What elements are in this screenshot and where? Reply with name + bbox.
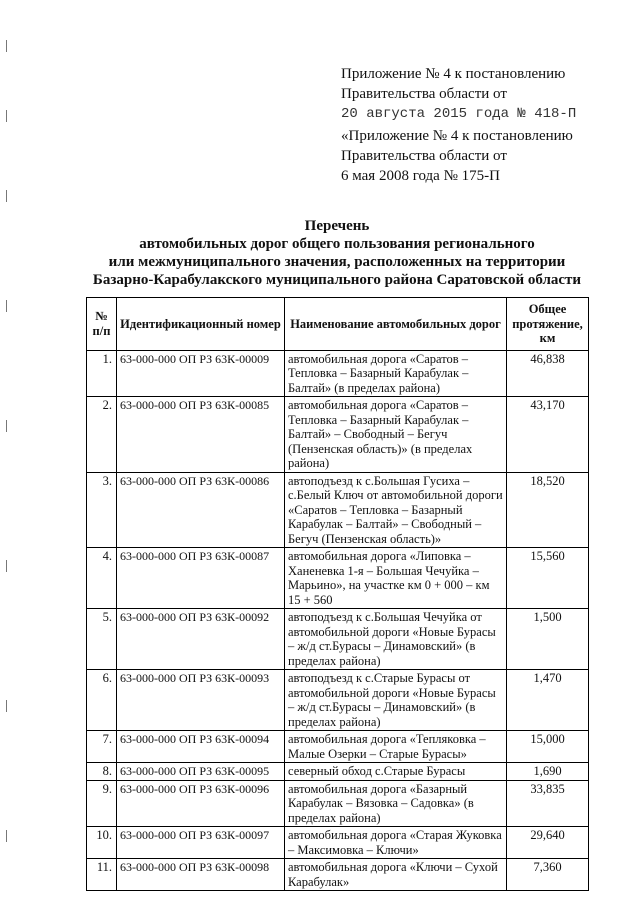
road-name: автомобильная дорога «Базарный Карабулак – Вязовка – Садовка» (в пределах района)	[285, 780, 507, 827]
road-id: 63-000-000 ОП РЗ 63К-00093	[117, 670, 285, 731]
road-id: 63-000-000 ОП РЗ 63К-00087	[117, 548, 285, 609]
header-num: № п/п	[87, 298, 117, 351]
road-length: 1,500	[507, 609, 589, 670]
header-length: Общее протяжение, км	[507, 298, 589, 351]
scan-edge-marks	[4, 0, 10, 905]
road-length: 1,690	[507, 763, 589, 781]
road-name: автомобильная дорога «Саратов – Тепловка – Базарный Карабулак – Балтай» – Свободный – Бегуч (Пензенская область)» (в пределах района)	[285, 397, 507, 473]
road-id: 63-000-000 ОП РЗ 63К-00097	[117, 827, 285, 859]
road-name: автомобильная дорога «Липовка – Ханеневка 1-я – Большая Чечуйка – Марьино», на участке км 0 + 000 – км 15 + 560	[285, 548, 507, 609]
title-line-2: автомобильных дорог общего пользования регионального	[139, 236, 535, 252]
title-line-1: Перечень	[304, 218, 370, 234]
row-number: 8.	[87, 763, 117, 781]
road-length: 7,360	[507, 859, 589, 891]
road-id: 63-000-000 ОП РЗ 63К-00092	[117, 609, 285, 670]
row-number: 5.	[87, 609, 117, 670]
title-line-4: Базарно-Карабулакского муниципального района Саратовской области	[92, 272, 582, 288]
road-id: 63-000-000 ОП РЗ 63К-00098	[117, 859, 285, 891]
row-number: 1.	[87, 350, 117, 397]
road-length: 15,000	[507, 731, 589, 763]
road-name: автомобильная дорога «Саратов – Тепловка – Базарный Карабулак – Балтай» (в пределах района)	[285, 350, 507, 397]
table-row	[87, 827, 589, 859]
road-id: 63-000-000 ОП РЗ 63К-00094	[117, 731, 285, 763]
road-length: 29,640	[507, 827, 589, 859]
road-id: 63-000-000 ОП РЗ 63К-00085	[117, 397, 285, 473]
prior-annex-line-2: Правительства области от	[341, 148, 507, 164]
row-number: 4.	[87, 548, 117, 609]
road-name: автоподъезд к с.Старые Бурасы от автомобильной дороги «Новые Бурасы – ж/д ст.Бурасы – Динамовский» (в пределах района)	[285, 670, 507, 731]
annex-header	[341, 64, 576, 124]
table-row	[87, 859, 589, 891]
table-row	[87, 472, 589, 548]
road-name: автоподъезд к с.Большая Чечуйка от автомобильной дороги «Новые Бурасы – ж/д ст.Бурасы – Динамовский» (в пределах района)	[285, 609, 507, 670]
road-name: автомобильная дорога «Тепляковка – Малые Озерки – Старые Бурасы»	[285, 731, 507, 763]
road-length: 43,170	[507, 397, 589, 473]
header-name: Наименование автомобильных дорог	[285, 298, 507, 351]
row-number: 6.	[87, 670, 117, 731]
header-id: Идентификационный номер	[117, 298, 285, 351]
table-row	[87, 397, 589, 473]
table-row	[87, 763, 589, 781]
road-length: 18,520	[507, 472, 589, 548]
row-number: 9.	[87, 780, 117, 827]
table-row	[87, 609, 589, 670]
road-length: 46,838	[507, 350, 589, 397]
table-row	[87, 731, 589, 763]
road-id: 63-000-000 ОП РЗ 63К-00095	[117, 763, 285, 781]
road-length: 33,835	[507, 780, 589, 827]
road-length: 15,560	[507, 548, 589, 609]
annex-line-1: Приложение № 4 к постановлению	[341, 66, 566, 82]
annex-line-2: Правительства области от	[341, 86, 507, 102]
road-id: 63-000-000 ОП РЗ 63К-00009	[117, 350, 285, 397]
road-name: северный обход с.Старые Бурасы	[285, 763, 507, 781]
road-id: 63-000-000 ОП РЗ 63К-00096	[117, 780, 285, 827]
annex-date-line: 20 августа 2015 года № 418-П	[341, 106, 577, 122]
roads-table	[86, 297, 589, 891]
row-number: 11.	[87, 859, 117, 891]
road-name: автоподъезд к с.Большая Гусиха – с.Белый Ключ от автомобильной дороги «Саратов – Тепловка – Базарный Карабулак – Балтай» – Свободный – Бегуч (Пензенская область)»	[285, 472, 507, 548]
row-number: 10.	[87, 827, 117, 859]
table-row	[87, 670, 589, 731]
prior-annex-header	[341, 126, 573, 186]
table-row	[87, 780, 589, 827]
prior-annex-line-3: 6 мая 2008 года № 175-П	[341, 168, 500, 184]
table-header-row	[87, 298, 589, 351]
table-row	[87, 548, 589, 609]
row-number: 7.	[87, 731, 117, 763]
table-row	[87, 350, 589, 397]
title-line-3: или межмуниципального значения, расположенных на территории	[108, 254, 566, 270]
row-number: 2.	[87, 397, 117, 473]
road-id: 63-000-000 ОП РЗ 63К-00086	[117, 472, 285, 548]
row-number: 3.	[87, 472, 117, 548]
document-title	[86, 217, 588, 289]
prior-annex-line-1: «Приложение № 4 к постановлению	[341, 128, 573, 144]
road-length: 1,470	[507, 670, 589, 731]
road-name: автомобильная дорога «Старая Жуковка – Максимовка – Ключи»	[285, 827, 507, 859]
road-name: автомобильная дорога «Ключи – Сухой Карабулак»	[285, 859, 507, 891]
